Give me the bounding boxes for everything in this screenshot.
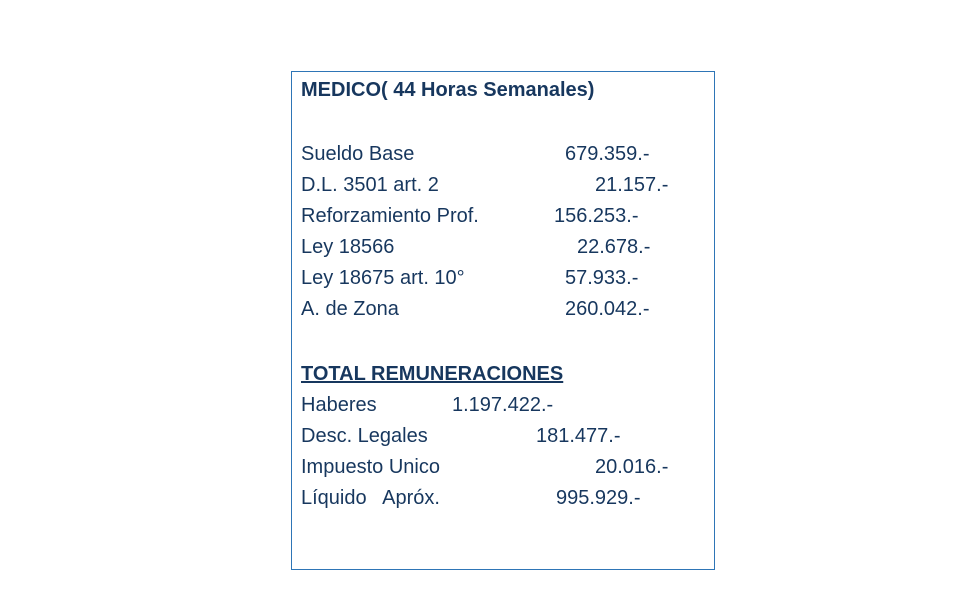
total-label-impuesto: Impuesto Unico: [301, 456, 440, 478]
document-title: MEDICO( 44 Horas Semanales): [301, 79, 595, 101]
item-value-dl-3501: 21.157.-: [595, 174, 669, 196]
total-value-desc-legales: 181.477.-: [536, 425, 621, 447]
salary-card: [291, 71, 715, 570]
item-label-sueldo-base: Sueldo Base: [301, 143, 415, 165]
total-label-haberes: Haberes: [301, 394, 377, 416]
total-label-liquido: Líquido Apróx.: [301, 487, 440, 509]
item-label-ley-18566: Ley 18566: [301, 236, 395, 258]
item-label-zona: A. de Zona: [301, 298, 399, 320]
item-value-sueldo-base: 679.359.-: [565, 143, 650, 165]
item-label-ley-18675: Ley 18675 art. 10°: [301, 267, 465, 289]
item-value-reforzamiento: 156.253.-: [554, 205, 639, 227]
section-title-total: TOTAL REMUNERACIONES: [301, 363, 564, 385]
total-label-desc-legales: Desc. Legales: [301, 425, 428, 447]
item-label-reforzamiento: Reforzamiento Prof.: [301, 205, 479, 227]
item-label-dl-3501: D.L. 3501 art. 2: [301, 174, 439, 196]
item-value-ley-18675: 57.933.-: [565, 267, 639, 289]
item-value-ley-18566: 22.678.-: [577, 236, 651, 258]
total-value-haberes: 1.197.422.-: [452, 394, 554, 416]
item-value-zona: 260.042.-: [565, 298, 650, 320]
total-value-liquido: 995.929.-: [556, 487, 641, 509]
total-value-impuesto: 20.016.-: [595, 456, 669, 478]
